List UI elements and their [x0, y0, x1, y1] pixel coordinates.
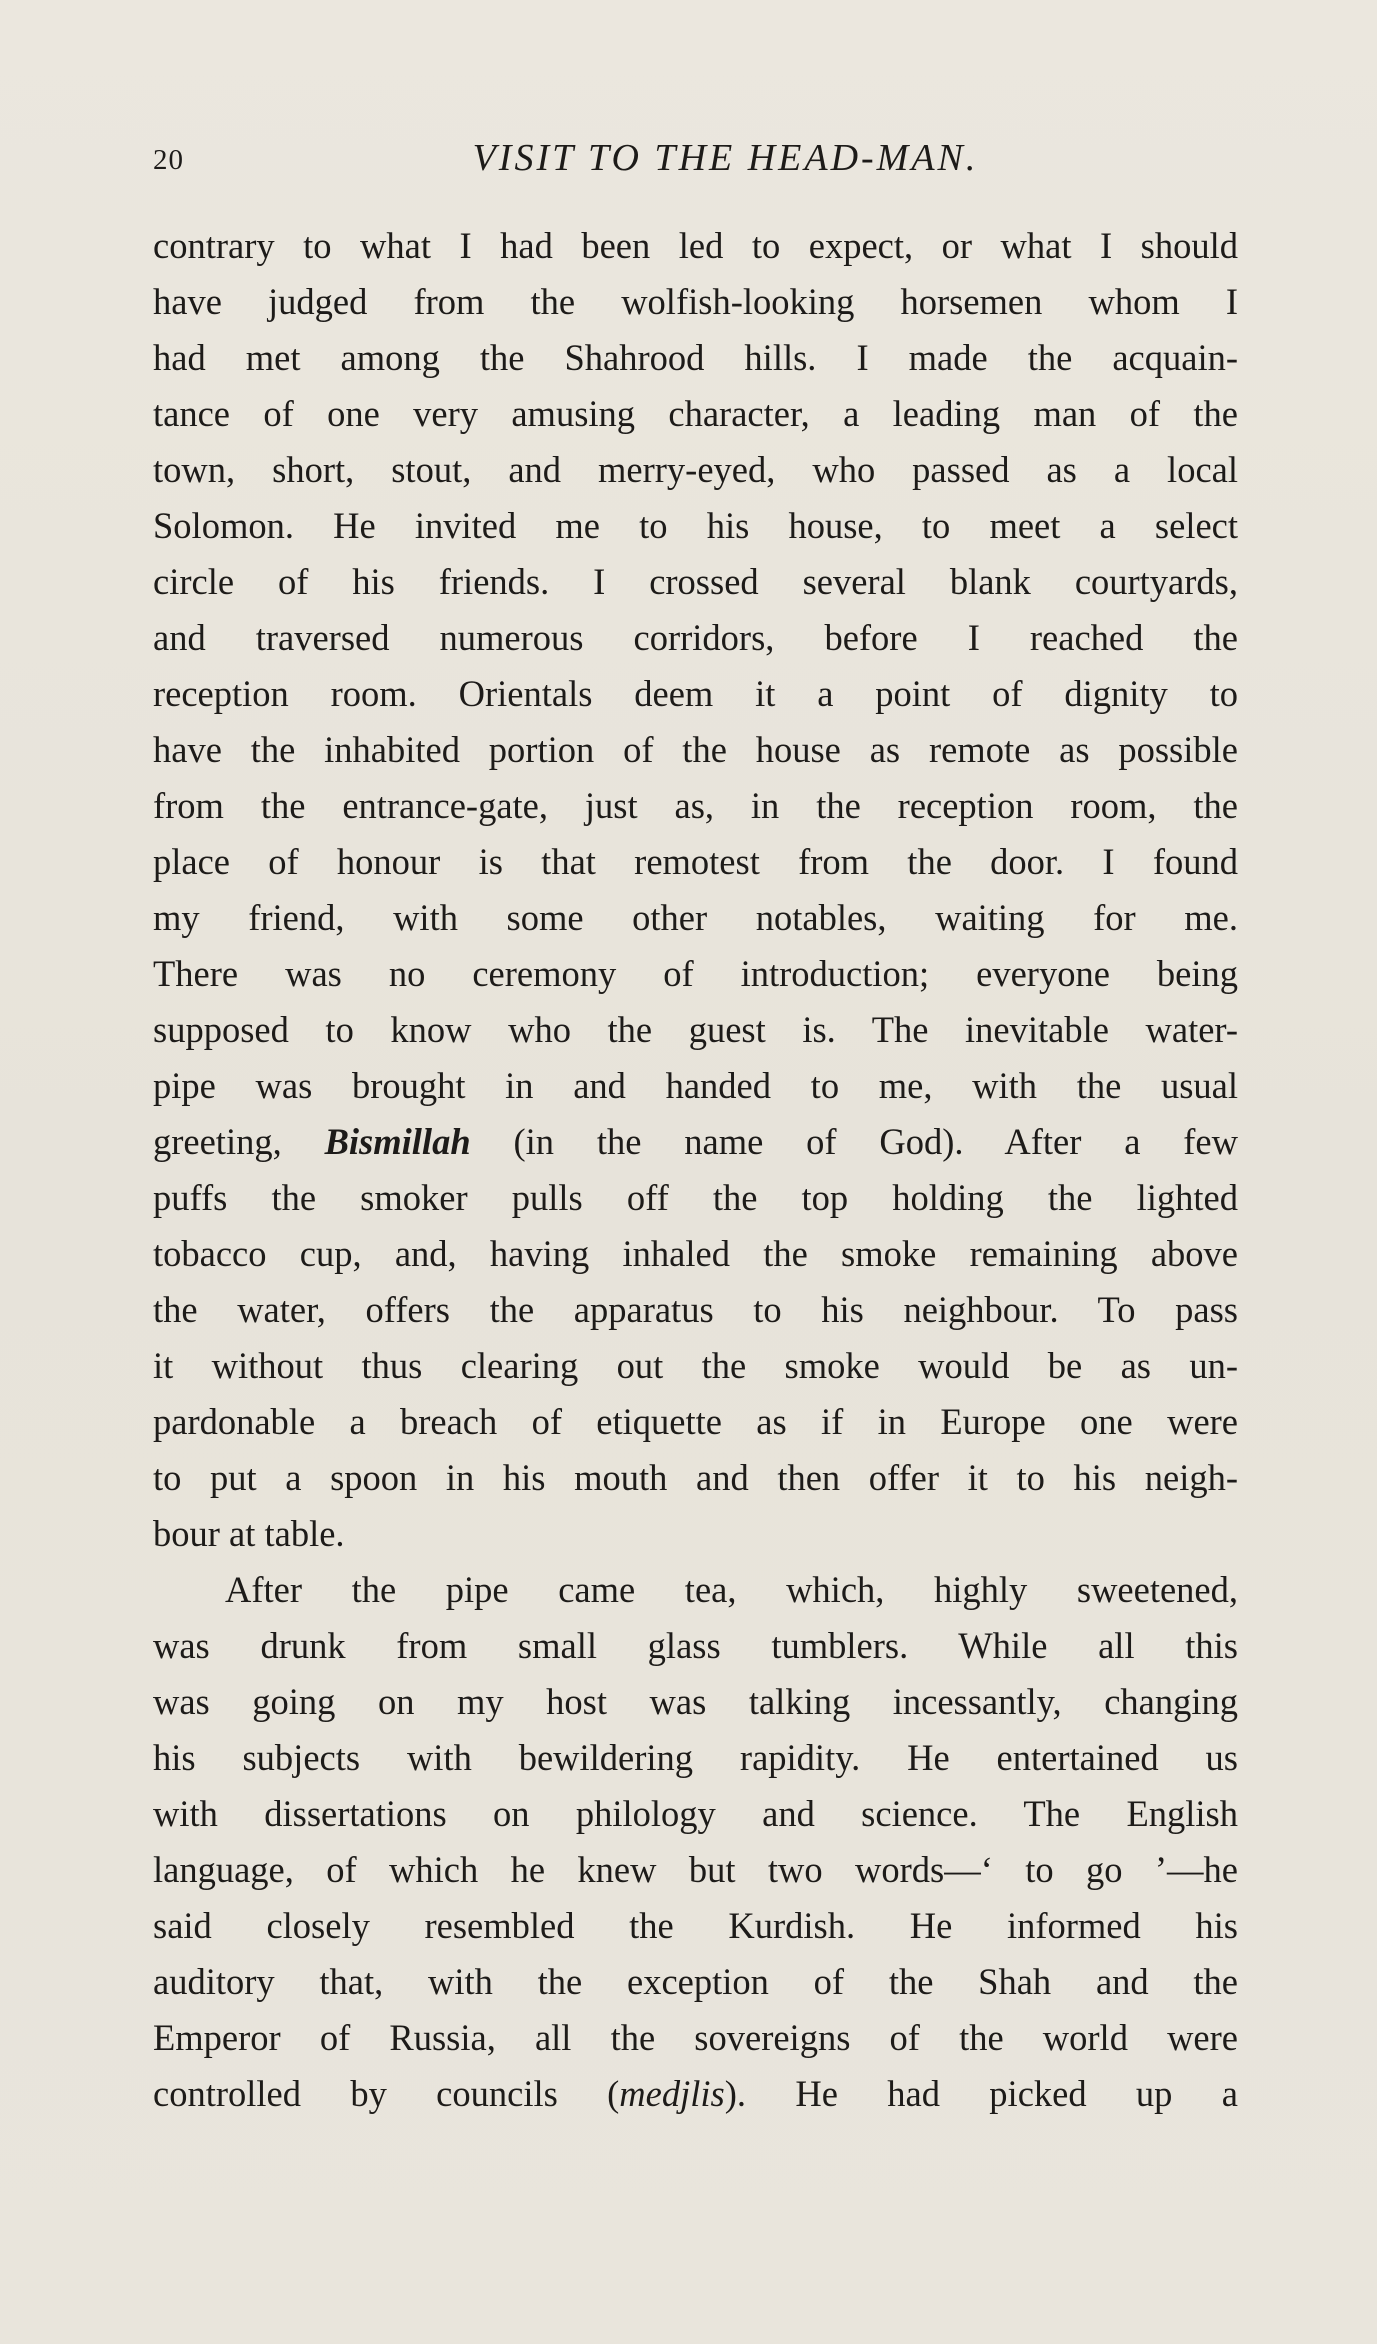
- text-line-emphasis: [153, 2066, 1238, 2122]
- line-text-before: greeting,: [153, 1121, 325, 1162]
- text-line: reception room. Orientals deem it a point of dignity to: [153, 673, 1238, 714]
- text-line: auditory that, with the exception of the Shah and the: [153, 1961, 1238, 2002]
- text-line-emphasis: [153, 1114, 1238, 1170]
- emphasis-medjlis: medjlis: [619, 2073, 725, 2114]
- text-line: have the inhabited portion of the house as remote as possible: [153, 729, 1238, 770]
- text-line: was drunk from small glass tumblers. While all this: [153, 1625, 1238, 1666]
- text-line: it without thus clearing out the smoke would be as un-: [153, 1345, 1238, 1386]
- running-head: VISIT TO THE HEAD-MAN.: [472, 137, 979, 179]
- body-text: [153, 218, 1238, 2122]
- text-line: to put a spoon in his mouth and then offer it to his neigh-: [153, 1457, 1238, 1498]
- text-line: and traversed numerous corridors, before I reached the: [153, 617, 1238, 658]
- text-line: There was no ceremony of introduction; everyone being: [153, 953, 1238, 994]
- text-line: Emperor of Russia, all the sovereigns of the world were: [153, 2017, 1238, 2058]
- line-text-after: (in the name of God). After a few: [470, 1121, 1238, 1162]
- text-line: pipe was brought in and handed to me, with the usual: [153, 1065, 1238, 1106]
- text-line: was going on my host was talking incessantly, changing: [153, 1681, 1238, 1722]
- text-line: the water, offers the apparatus to his neighbour. To pass: [153, 1289, 1238, 1330]
- page-header: [153, 136, 1238, 196]
- text-line: pardonable a breach of etiquette as if in Europe one were: [153, 1401, 1238, 1442]
- text-line: my friend, with some other notables, waiting for me.: [153, 897, 1238, 938]
- text-line: After the pipe came tea, which, highly sweetened,: [225, 1569, 1238, 1610]
- line-text-before: controlled by councils (: [153, 2073, 620, 2114]
- emphasis-bismillah: Bismillah: [324, 1121, 471, 1162]
- text-line: town, short, stout, and merry-eyed, who passed as a local: [153, 449, 1238, 490]
- text-line: supposed to know who the guest is. The inevitable water-: [153, 1009, 1238, 1050]
- text-line: circle of his friends. I crossed several blank courtyards,: [153, 561, 1238, 602]
- text-line: bour at table.: [153, 1513, 345, 1554]
- text-line: tobacco cup, and, having inhaled the smoke remaining above: [153, 1233, 1238, 1274]
- text-line: had met among the Shahrood hills. I made the acquain-: [153, 337, 1238, 378]
- text-line: his subjects with bewildering rapidity. He entertained us: [153, 1737, 1238, 1778]
- text-line: tance of one very amusing character, a leading man of the: [153, 393, 1238, 434]
- text-line: Solomon. He invited me to his house, to meet a select: [153, 505, 1238, 546]
- paragraph-2: [153, 1562, 1238, 2122]
- paragraph-1: [153, 218, 1238, 1562]
- line-text-after: ). He had picked up a: [724, 2073, 1238, 2114]
- text-line: have judged from the wolfish-looking horsemen whom I: [153, 281, 1238, 322]
- text-line: from the entrance-gate, just as, in the reception room, the: [153, 785, 1238, 826]
- text-line: place of honour is that remotest from the door. I found: [153, 841, 1238, 882]
- text-line: contrary to what I had been led to expect, or what I should: [153, 225, 1238, 266]
- text-line: language, of which he knew but two words—‘ to go ’—he: [153, 1849, 1238, 1890]
- page-number: 20: [153, 144, 184, 176]
- text-line: puffs the smoker pulls off the top holding the lighted: [153, 1177, 1238, 1218]
- text-line: with dissertations on philology and science. The English: [153, 1793, 1238, 1834]
- text-line: said closely resembled the Kurdish. He informed his: [153, 1905, 1238, 1946]
